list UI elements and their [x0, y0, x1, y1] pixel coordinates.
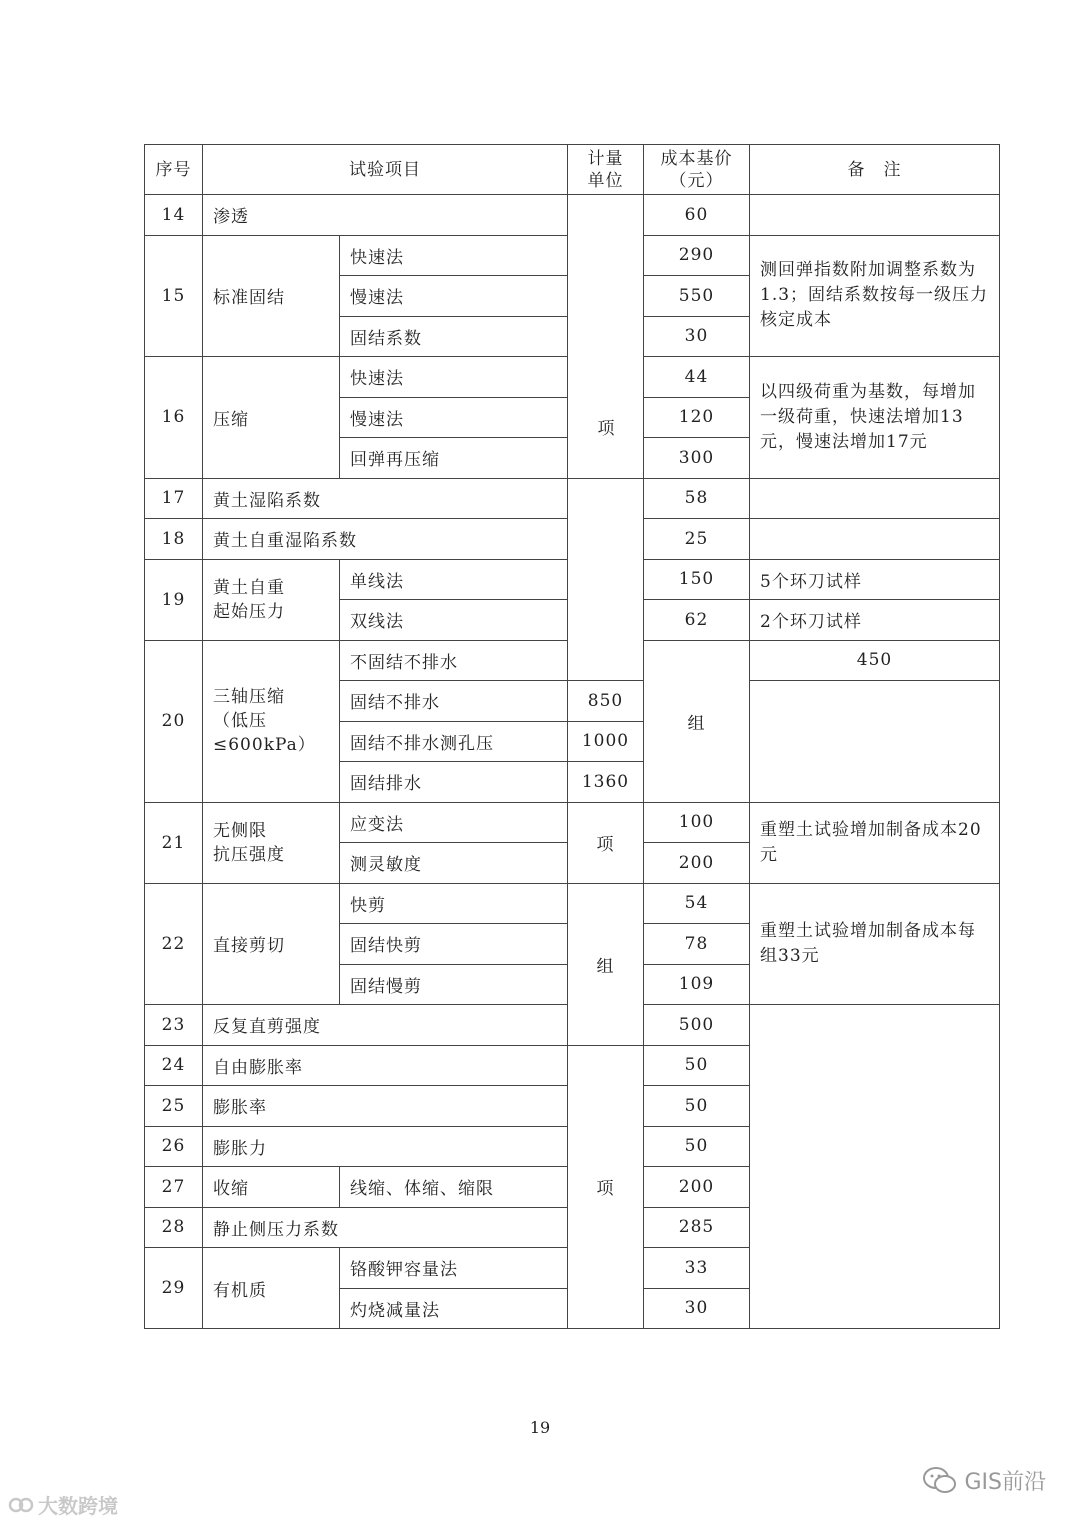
table-row: 16 压缩 快速法 44 以四级荷重为基数，每增加一级荷重，快速法增加13元，慢速法增加17元	[145, 357, 1000, 398]
link-icon	[8, 1494, 34, 1516]
table-row: 22 直接剪切 快剪 组 54 重塑土试验增加制备成本每组33元	[145, 883, 1000, 924]
table-row: 18 黄土自重湿陷系数 25	[145, 519, 1000, 560]
unit-cell: 项	[568, 1045, 644, 1329]
table-row: 29 有机质 铬酸钾容量法 33	[145, 1248, 1000, 1289]
table-row: 20 三轴压缩 （低压 ≤600kPa） 不固结不排水 组 450	[145, 640, 1000, 681]
table-row: 24 自由膨胀率 项 50	[145, 1045, 1000, 1086]
header-unit: 计量 单位	[568, 145, 644, 195]
table-row: 23 反复直剪强度 500	[145, 1005, 1000, 1046]
table-row: 测灵敏度 200	[145, 843, 1000, 884]
header-seq: 序号	[145, 145, 203, 195]
table-row: 14 渗透 60	[145, 195, 1000, 236]
table-row: 双线法 62 2个环刀试样	[145, 600, 1000, 641]
table-row: 固结不排水测孔压 1000	[145, 721, 1000, 762]
remark-cell: 以四级荷重为基数，每增加一级荷重，快速法增加13元，慢速法增加17元	[750, 357, 1000, 479]
table-row: 27 收缩 线缩、体缩、缩限 200	[145, 1167, 1000, 1208]
table-header-row	[145, 145, 1000, 195]
remark-cell: 测回弹指数附加调整系数为1.3；固结系数按每一级压力核定成本	[750, 235, 1000, 357]
remark-cell: 重塑土试验增加制备成本每组33元	[750, 883, 1000, 1005]
header-price: 成本基价 （元）	[644, 145, 750, 195]
table-row: 慢速法 120	[145, 397, 1000, 438]
table-row: 固结慢剪 109	[145, 964, 1000, 1005]
table-row: 固结快剪 78	[145, 924, 1000, 965]
remark-cell: 重塑土试验增加制备成本20元	[750, 802, 1000, 883]
table-row: 固结不排水 850	[145, 681, 1000, 722]
table-row: 28 静止侧压力系数 285	[145, 1207, 1000, 1248]
wechat-icon	[922, 1466, 958, 1496]
table-row: 慢速法 550	[145, 276, 1000, 317]
header-remark: 备 注	[750, 145, 1000, 195]
table-row: 固结排水 1360	[145, 762, 1000, 803]
header-item: 试验项目	[203, 145, 568, 195]
table-row: 灼烧减量法 30	[145, 1288, 1000, 1329]
watermark-right: GIS前沿	[922, 1465, 1046, 1496]
unit-cell: 项	[568, 802, 644, 883]
table-row: 固结系数 30	[145, 316, 1000, 357]
page-number: 19	[529, 1418, 551, 1437]
table-row: 回弹再压缩 300	[145, 438, 1000, 479]
unit-cell: 组	[644, 640, 750, 802]
table-row: 19 黄土自重 起始压力 单线法 150 5个环刀试样	[145, 559, 1000, 600]
table-row: 17 黄土湿陷系数 58	[145, 478, 1000, 519]
table-row: 15 标准固结 快速法 290 测回弹指数附加调整系数为1.3；固结系数按每一级压力核定成本	[145, 235, 1000, 276]
unit-cell: 组	[568, 883, 644, 1045]
table-row: 21 无侧限 抗压强度 应变法 项 100 重塑土试验增加制备成本20元	[145, 802, 1000, 843]
unit-label-upper: 项	[597, 419, 615, 439]
unit-cell	[568, 478, 644, 681]
cost-price-table	[144, 144, 1000, 1329]
table-row: 25 膨胀率 50	[145, 1086, 1000, 1127]
watermark-left: 大数跨境	[8, 1490, 118, 1519]
table-row: 26 膨胀力 50	[145, 1126, 1000, 1167]
